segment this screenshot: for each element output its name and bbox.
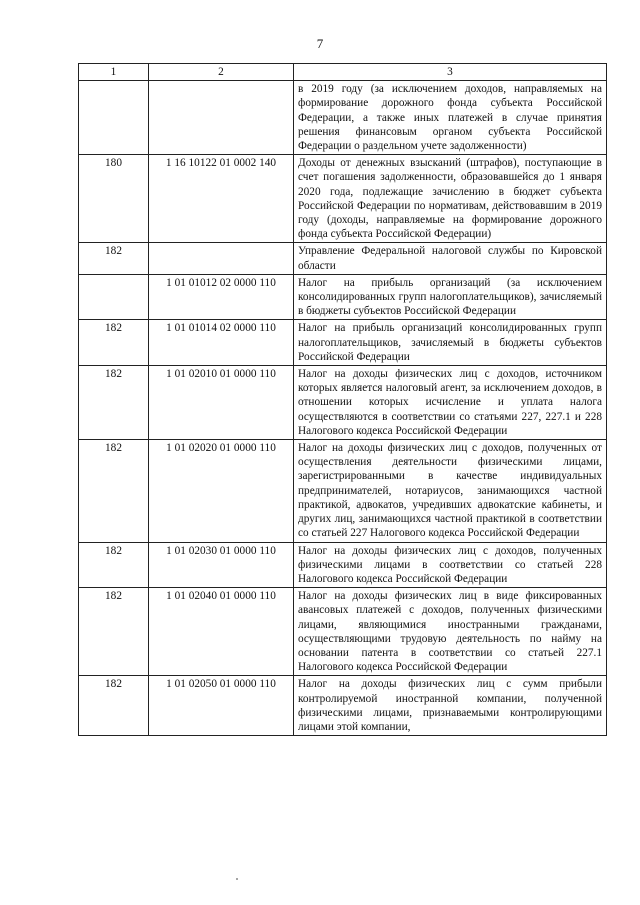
admin-code-cell: 182 — [79, 676, 149, 736]
admin-code-cell: 182 — [79, 440, 149, 542]
table-row — [79, 274, 607, 320]
column-header: 3 — [294, 64, 607, 81]
table-row — [79, 366, 607, 440]
admin-code-cell: 182 — [79, 243, 149, 274]
admin-code-cell: 182 — [79, 320, 149, 366]
classification-code-cell: 1 01 01014 02 0000 110 — [149, 320, 294, 366]
table-row — [79, 440, 607, 542]
classification-code-cell: 1 16 10122 01 0002 140 — [149, 155, 294, 243]
description-cell: Управление Федеральной налоговой службы по Кировской области — [294, 243, 607, 274]
classification-code-cell: 1 01 02010 01 0000 110 — [149, 366, 294, 440]
admin-code-cell — [79, 274, 149, 320]
description-cell: Налог на доходы физических лиц в виде фиксированных авансовых платежей с доходов, полученных физическими лицами, являющимися иностранными гражданами, осуществляющими трудовую деятельность по найму на основании патента в соответствии со статьей 227.1 Налогового кодекса Российской Федерации — [294, 588, 607, 676]
admin-code-cell: 182 — [79, 542, 149, 588]
classification-code-cell: 1 01 02040 01 0000 110 — [149, 588, 294, 676]
table-row — [79, 155, 607, 243]
classification-code-cell: 1 01 02050 01 0000 110 — [149, 676, 294, 736]
description-cell: в 2019 году (за исключением доходов, направляемых на формирование дорожного фонда субъекта Российской Федерации, а также иных платежей в случае принятия решения финансовым органом субъекта Российской Федерации о раздельном учете задолженности) — [294, 81, 607, 155]
admin-code-cell — [79, 81, 149, 155]
classification-code-cell — [149, 81, 294, 155]
classification-code-cell — [149, 243, 294, 274]
classification-code-cell: 1 01 02030 01 0000 110 — [149, 542, 294, 588]
description-cell: Доходы от денежных взысканий (штрафов), поступающие в счет погашения задолженности, образовавшейся до 1 января 2020 года, подлежащие зачислению в бюджет субъекта Российской Федерации по нормативам, действовавшим в 2019 году (доходы, направляемые на формирование дорожного фонда субъекта Российской Федерации) — [294, 155, 607, 243]
page-number: 7 — [316, 36, 324, 51]
description-cell: Налог на доходы физических лиц с доходов, полученных от осуществления деятельности физическими лицами, зарегистрированными в качестве индивидуальных предпринимателей, нотариусов, занимающихся частной практикой, адвокатов, учредивших адвокатские кабинеты, и других лиц, занимающихся частной практикой в соответствии со статьей 227 Налогового кодекса Российской Федерации — [294, 440, 607, 542]
column-header: 1 — [79, 64, 149, 81]
column-header: 2 — [149, 64, 294, 81]
scan-speck — [236, 878, 238, 880]
admin-code-cell: 180 — [79, 155, 149, 243]
table-row — [79, 320, 607, 366]
table-row — [79, 542, 607, 588]
table-row — [79, 588, 607, 676]
description-cell: Налог на доходы физических лиц с доходов, полученных физическими лицами в соответствии со статьей 228 Налогового кодекса Российской Федерации — [294, 542, 607, 588]
description-cell: Налог на прибыль организаций консолидированных групп налогоплательщиков, зачисляемый в бюджеты субъектов Российской Федерации — [294, 320, 607, 366]
classification-code-cell: 1 01 02020 01 0000 110 — [149, 440, 294, 542]
classification-code-cell: 1 01 01012 02 0000 110 — [149, 274, 294, 320]
description-cell: Налог на прибыль организаций (за исключением консолидированных групп налогоплательщиков), зачисляемый в бюджеты субъектов Российской Федерации — [294, 274, 607, 320]
admin-code-cell: 182 — [79, 366, 149, 440]
admin-code-cell: 182 — [79, 588, 149, 676]
table-row — [79, 81, 607, 155]
table-row — [79, 243, 607, 274]
table-row — [79, 676, 607, 736]
table-header-row — [79, 64, 607, 81]
description-cell: Налог на доходы физических лиц с доходов, источником которых является налоговый агент, за исключением доходов, в отношении которых исчисление и уплата налога осуществляются в соответствии со статьями 227, 227.1 и 228 Налогового кодекса Российской Федерации — [294, 366, 607, 440]
revenue-classification-table — [78, 63, 607, 736]
description-cell: Налог на доходы физических лиц с сумм прибыли контролируемой иностранной компании, полученной физическими лицами, признаваемыми контролирующими лицами этой компании, — [294, 676, 607, 736]
